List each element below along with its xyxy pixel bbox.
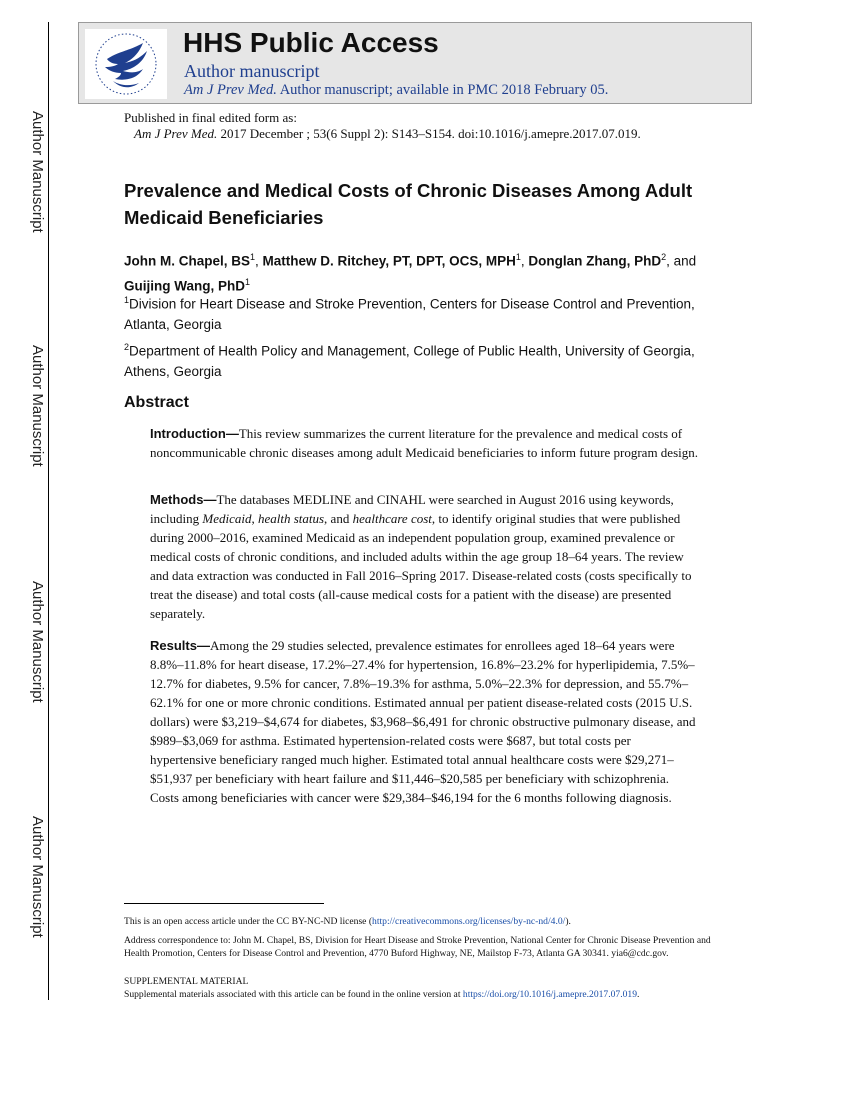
citation-details: 2017 December ; 53(6 Suppl 2): S143–S154. doi:10.1016/j.amepre.2017.07.019. — [220, 126, 641, 141]
author-name: Donglan Zhang, PhD — [528, 253, 662, 269]
keyword-sep: , and — [324, 511, 353, 526]
supplemental-text-end: . — [637, 989, 640, 1000]
section-label: Results— — [150, 638, 210, 653]
margin-label-3: Author Manuscript — [29, 581, 46, 703]
supplemental-link[interactable]: https://doi.org/10.1016/j.amepre.2017.07.019 — [462, 989, 637, 1000]
author-sep: , — [255, 253, 263, 269]
keyword-sep: , — [251, 511, 258, 526]
header-availability: Author manuscript; available in PMC 2018 February 05. — [279, 82, 609, 98]
article-title: Prevalence and Medical Costs of Chronic Diseases Among Adult Medicaid Beneficiaries — [124, 180, 693, 228]
author-sep: , — [520, 253, 529, 269]
author-name: Guijing Wang, PhD — [124, 278, 245, 293]
author-list — [124, 247, 744, 296]
license-text: This is an open access article under the CC BY-NC-ND license ( — [124, 916, 373, 927]
margin-label-1: Author Manuscript — [29, 111, 46, 233]
margin-label-4: Author Manuscript — [29, 816, 46, 938]
author-sup: 1 — [515, 252, 521, 262]
hhs-eagle-logo-icon — [85, 29, 167, 99]
author-name: John M. Chapel, BS — [124, 253, 251, 269]
author-sup: 1 — [250, 252, 256, 262]
license-link[interactable]: http://creativecommons.org/licenses/by-nc-nd/4.0/ — [372, 916, 566, 927]
margin-rule — [48, 22, 49, 1000]
author-sup: 1 — [245, 276, 251, 287]
section-label: Introduction— — [150, 426, 239, 441]
availability-line — [184, 82, 608, 99]
manuscript-type: Author manuscript — [184, 61, 320, 81]
keyword: healthcare cost — [352, 511, 432, 526]
author-name: Matthew D. Ritchey, PT, DPT, OCS, MPH — [262, 253, 516, 269]
keyword: health status — [257, 511, 325, 526]
abstract-introduction — [150, 424, 698, 462]
supplemental-text: Supplemental materials associated with this article can be found in the online version at — [124, 989, 463, 1000]
abstract-heading: Abstract — [124, 394, 189, 411]
citation-journal: Am J Prev Med. — [134, 126, 218, 141]
hhs-title: HHS Public Access — [183, 27, 439, 58]
license-text-end: ). — [565, 916, 571, 927]
correspondence-note: Address correspondence to: John M. Chapel, BS, Division for Heart Disease and Stroke Prevention, National Center for Chronic Disease Prevention and Health Promotion, Centers for Disease Control and Prevention, 4770 Buford Highway, NE, Mailstop F-73, Atlanta GA 30341. yia6@cdc.gov. — [124, 935, 711, 959]
affiliation-text: Division for Heart Disease and Stroke Prevention, Centers for Disease Control and Prevention, Atlanta, Georgia — [124, 296, 695, 332]
author-sep: , and — [666, 253, 697, 269]
footnote-rule — [124, 903, 324, 904]
license-note — [124, 916, 734, 929]
affiliation-text: Department of Health Policy and Management, College of Public Health, University of Georgia, Athens, Georgia — [124, 343, 695, 379]
citation-line — [134, 126, 641, 142]
affiliation-1 — [124, 290, 724, 335]
affiliation-sup: 1 — [124, 295, 130, 305]
abstract-methods — [150, 490, 695, 623]
section-label: Methods— — [150, 492, 217, 507]
abstract-results — [150, 636, 698, 807]
published-in-line: Published in final edited form as: — [124, 110, 297, 125]
section-text: Among the 29 studies selected, prevalence estimates for enrollees aged 18–64 years were 8.8%–11.8% for heart disease, 17.2%–27.4% for hypertension, 16.8%–23.2% for hyperlipidemia, 7.5%–12.7% for diabetes, 9.5% for cancer, 7.8%–19.3% for asthma, 5.0%–22.3% for depression, and 55.7%–62.1% for one or more chronic conditions. Estimated annual per patient disease-related costs (2015 U.S. dollars) were $3,219–$4,674 for diabetes, $3,968–$6,491 for chronic obstructive pulmonary disease, and $989–$3,069 for asthma. Estimated hypertension-related costs were $687, but total costs per hypertensive beneficiary ranged much higher. Estimated total annual healthcare costs were $29,271–$51,937 per beneficiary with heart failure and $11,446–$20,585 per beneficiary with schizophrenia. Costs among beneficiaries with cancer were $29,384–$46,194 for the 6 months following diagnosis. — [150, 638, 696, 805]
header-journal: Am J Prev Med. — [184, 82, 277, 98]
section-text: The databases MEDLINE and CINAHL were searched in August 2016 using keywords, including — [150, 492, 674, 526]
margin-label-2: Author Manuscript — [29, 345, 46, 467]
author-sup: 2 — [661, 252, 667, 262]
section-text: , to identify original studies that were published during 2000–2016, examined Medicaid as an independent population group, examined prevalence or medical costs of chronic conditions, and included adults within the age group 18–64 years. The review and data extraction was conducted in Fall 2016–Spring 2017. Disease-related costs (costs specifically to treat the disease) and total costs (all-cause medical costs for a patient with the disease) are presented separately. — [150, 511, 692, 621]
supplemental-note — [124, 989, 764, 1002]
supplemental-heading: SUPPLEMENTAL MATERIAL — [124, 976, 249, 987]
affiliation-sup: 2 — [124, 342, 130, 352]
hhs-header — [78, 22, 752, 104]
keyword: Medicaid — [202, 511, 252, 526]
affiliation-2 — [124, 337, 720, 382]
section-text: This review summarizes the current literature for the prevalence and medical costs of noncommunicable chronic diseases among adult Medicaid beneficiaries to inform future program design. — [150, 426, 698, 460]
